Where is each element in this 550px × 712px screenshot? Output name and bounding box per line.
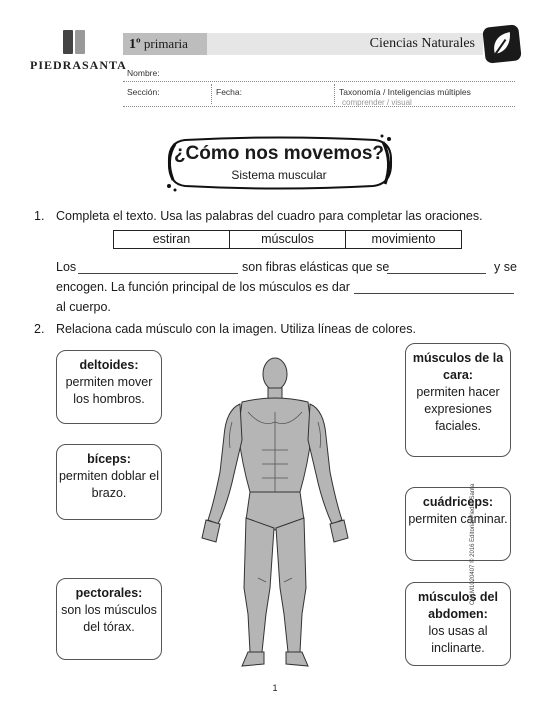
card-cuadriceps: [405, 487, 511, 561]
name-line[interactable]: [123, 81, 515, 82]
card-biceps: [56, 444, 162, 520]
card-musculos-cara: [405, 343, 511, 457]
q2-number: 2.: [34, 322, 45, 336]
taxonomy-note: comprender / visual: [342, 98, 412, 107]
taxonomy-label: Taxonomía / Inteligencias múltiples: [339, 87, 471, 97]
word-bank: [113, 230, 462, 249]
card-name: deltoides:: [79, 358, 139, 372]
q1-instruction: Completa el texto. Usa las palabras del cuadro para completar las oraciones.: [56, 209, 483, 223]
word-bank-item: estiran: [114, 231, 230, 248]
muscle-figure: [190, 352, 360, 682]
section-label: Sección:: [127, 87, 160, 97]
blank-3[interactable]: [354, 293, 514, 294]
card-musculos-abdomen: [405, 582, 511, 666]
blank-1[interactable]: [78, 273, 238, 274]
card-desc: son los músculos del tórax.: [61, 603, 157, 634]
card-desc: permiten doblar el brazo.: [58, 469, 160, 500]
blank-2[interactable]: [387, 273, 486, 274]
grade-number: 1º: [129, 37, 141, 52]
card-desc: los usas al inclinarte.: [428, 624, 488, 655]
card-desc: permiten caminar.: [408, 512, 508, 526]
page-subtitle: Sistema muscular: [231, 168, 327, 182]
card-name: pectorales:: [75, 586, 143, 600]
page-title: ¿Cómo nos movemos?: [173, 143, 385, 164]
date-label: Fecha:: [216, 87, 242, 97]
card-pectorales: [56, 578, 162, 660]
name-label: Nombre:: [127, 68, 160, 78]
leaf-icon: [482, 24, 522, 64]
sentence-start: Los: [56, 260, 77, 274]
word-bank-item: músculos: [230, 231, 346, 248]
sentence-line-3: al cuerpo.: [56, 300, 111, 314]
card-desc: permiten hacer expresiones faciales.: [416, 385, 500, 433]
card-desc: permiten mover los hombros.: [65, 375, 153, 406]
card-name: músculos de la cara:: [412, 351, 504, 382]
word-bank-item: movimiento: [371, 232, 436, 246]
grade-text: primaria: [143, 36, 188, 51]
subject-title: Ciencias Naturales: [369, 36, 475, 51]
card-name: cuádriceps:: [422, 495, 494, 509]
sentence-line-2: encogen. La función principal de los músculos es dar: [56, 280, 350, 294]
q1-number: 1.: [34, 209, 45, 223]
sentence-end: y se: [494, 260, 517, 274]
card-name: músculos del abdomen:: [418, 590, 498, 621]
card-name: bíceps:: [87, 452, 131, 466]
sentence-middle: son fibras elásticas que se: [242, 260, 390, 274]
grade-label: [123, 33, 207, 55]
brand-name: PIEDRASANTA: [30, 58, 127, 72]
page-number: 1: [272, 683, 278, 693]
header-bar: [123, 33, 483, 55]
copyright-code: CN1M1020407 © 2016 Editorial Piedra Santa: [470, 483, 476, 605]
card-deltoides: [56, 350, 162, 424]
q2-instruction: Relaciona cada músculo con la imagen. Utiliza líneas de colores.: [56, 322, 416, 336]
book-icon: [63, 30, 85, 54]
brand-logo: [30, 30, 127, 73]
title-banner: [163, 134, 395, 192]
